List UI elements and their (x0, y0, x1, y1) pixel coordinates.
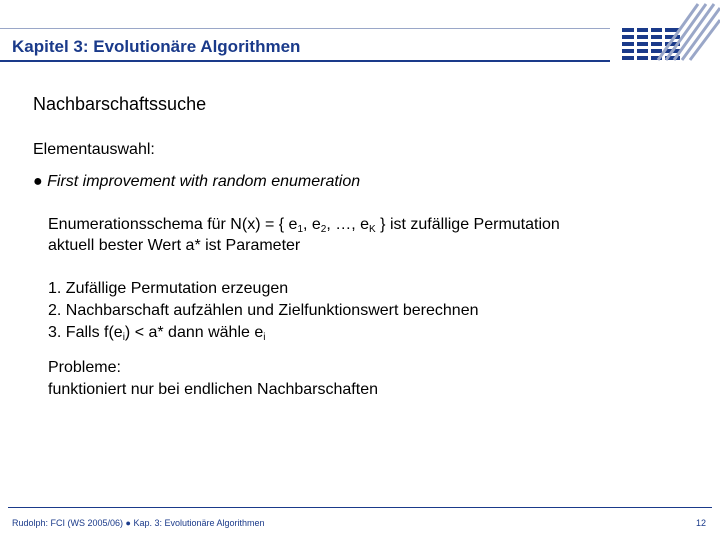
footer-left: Rudolph: FCI (WS 2005/06) ● Kap. 3: Evolutionäre Algorithmen (12, 518, 265, 528)
problems-label: Probleme: (48, 359, 121, 376)
step-2: 2. Nachbarschaft aufzählen und Zielfunktionswert berechnen (48, 302, 479, 319)
slide-heading: Nachbarschaftssuche (33, 94, 207, 114)
problems-text: funktioniert nur bei endlichen Nachbarschaften (48, 381, 378, 398)
page-title: Kapitel 3: Evolutionäre Algorithmen (12, 37, 301, 56)
bullet-text: First improvement with random enumeration (47, 173, 361, 190)
enumeration-line-2: aktuell bester Wert a* ist Parameter (48, 237, 301, 254)
bullet-dot-icon: ● (33, 173, 43, 190)
intro-label: Elementauswahl: (33, 141, 155, 158)
step-1: 1. Zufällige Permutation erzeugen (48, 280, 289, 297)
header-top-rule (0, 28, 610, 29)
step-3: 3. Falls $f(e_i) < a*$ dann wähle $e_i$ (48, 324, 266, 343)
header-rule (0, 60, 610, 62)
bullet-item (33, 173, 360, 191)
university-logo-icon (618, 0, 720, 64)
page-number: 12 (695, 518, 706, 528)
footer-rule (8, 507, 712, 508)
enumeration-line-1: Enumerationsschema für N(x) = { $e_1$, $e_2$, …, $e_K$ } ist zufällige Permutation (48, 216, 560, 235)
